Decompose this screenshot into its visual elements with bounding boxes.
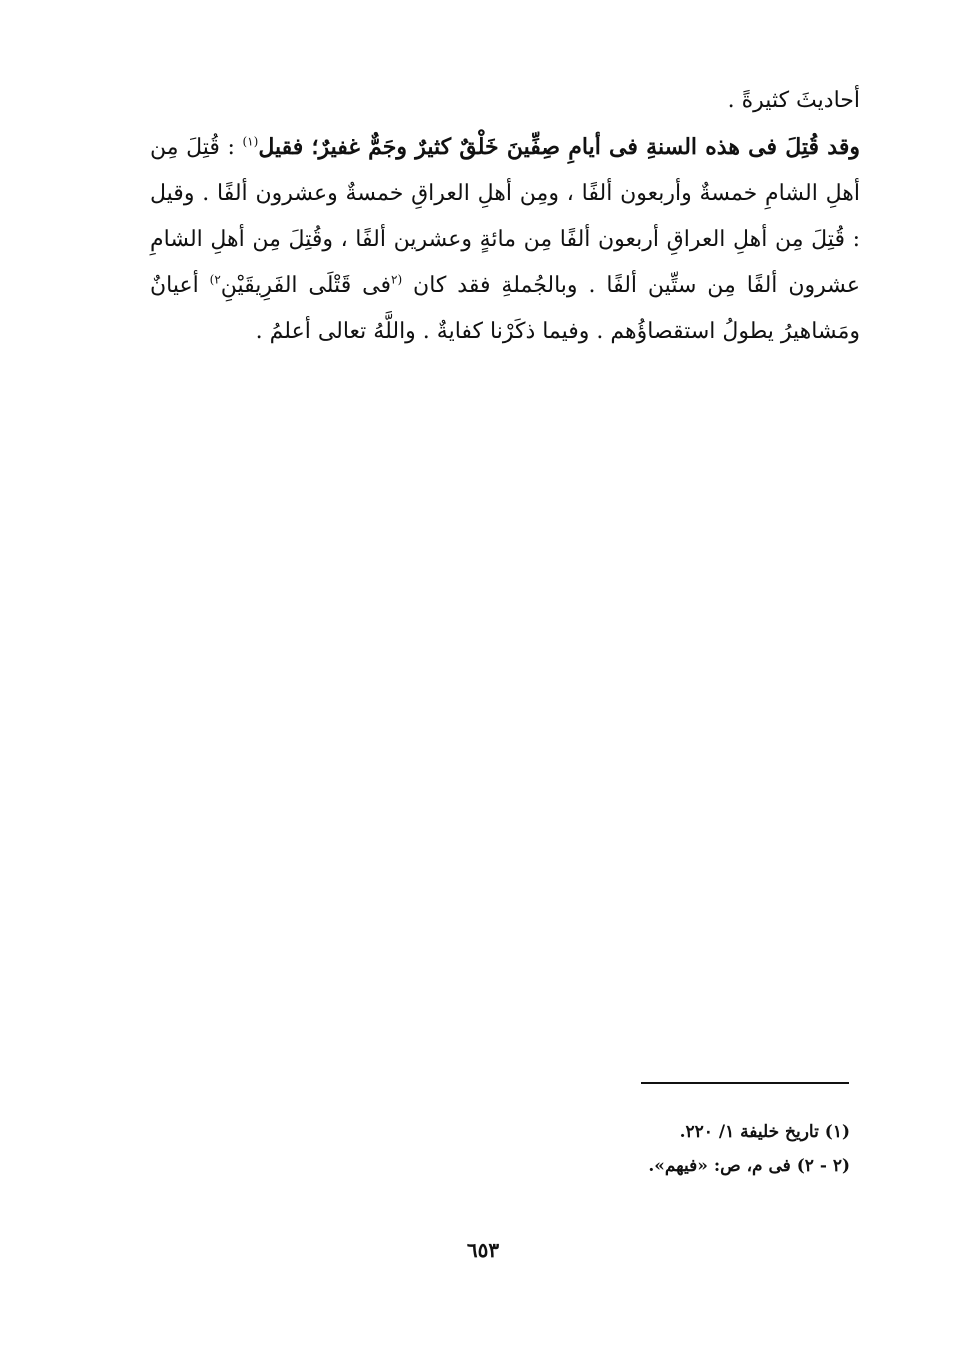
footnote-1: (١) تاريخ خليفة ١/ ٢٢٠. (679, 1122, 850, 1142)
opening-line: أحاديثَ كثيرةً . (727, 88, 860, 113)
page-number: ٦٥٣ (466, 1238, 500, 1262)
main-text (150, 78, 860, 355)
footnote-divider (641, 1082, 849, 1084)
variant-phrase: فى قَتْلَى الفَرِيقَيْنِ (220, 273, 391, 298)
paragraph-end: أعيانٌ ومَشاهيرُ يطولُ استقصاؤُهم . وفيما ذكَرْنا كفايةٌ . واللَّهُ تعالى أعلمُ . (150, 273, 860, 344)
footnote-2: (٢ - ٢) فى م، ص: «فيهم». (648, 1156, 850, 1176)
paragraph (150, 124, 860, 355)
bold-text: وقد قُتِلَ فى هذه السنةِ فى أيامِ صِفِّينَ خَلْقٌ كثيرٌ وجَمٌّ غفيرٌ؛ فقيل (258, 134, 861, 160)
footnote-ref-1: (١) (242, 134, 259, 149)
paragraph-text: : قُتِلَ مِن أهلِ الشامِ خمسةٌ وأربعون ألفًا ، ومِن أهلِ العراقِ خمسةٌ وعشرون ألفًا . وقيل : قُتِلَ مِن أهلِ العراقِ أربعون ألفًا مِن مائةٍ وعشرين ألفًا ، وقُتِلَ مِن أهلِ الشامِ عشرون ألفًا مِن ستِّين ألفًا . وبالجُملةِ فقد كان (150, 135, 860, 298)
footnote-ref-2-open: (٢ (390, 272, 403, 287)
footnote-ref-2-close: ٢) (209, 272, 221, 287)
footnotes (450, 1115, 850, 1183)
